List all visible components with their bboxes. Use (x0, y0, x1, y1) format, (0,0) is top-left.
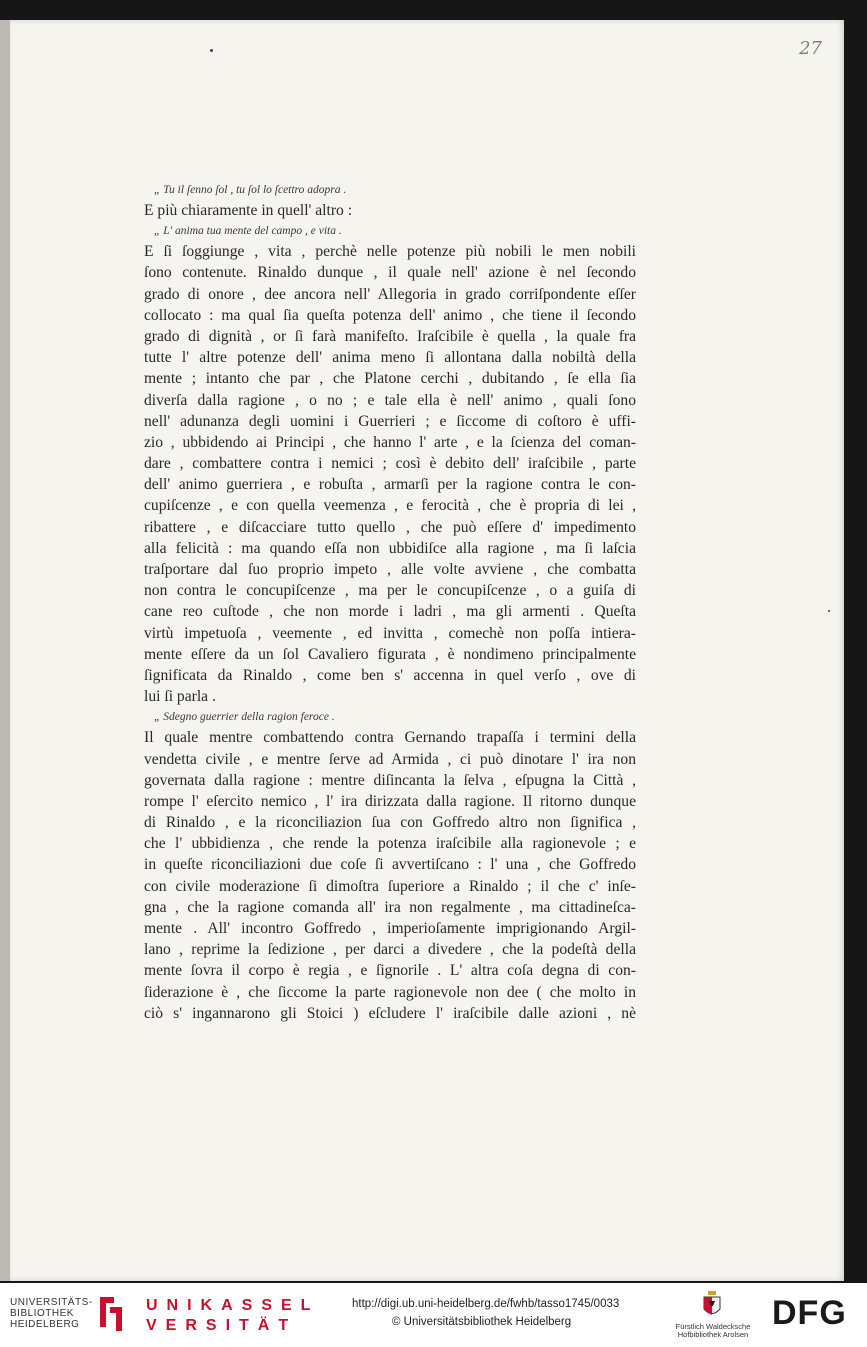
text-line: non contra le concupiſcenze , ma per le concupiſcenze , o a guiſa di (144, 582, 636, 600)
arolsen-logo-line: Hofbibliothek Arolsen (677, 1330, 749, 1339)
text-line: rompe l' eſercito nemico , l' ira dirizzata dalla ragione. Il ritorno dunque (144, 792, 636, 810)
document-url-link[interactable]: http://digi.ub.uni-heidelberg.de/fwhb/tasso1745/0033 (352, 1298, 620, 1310)
text-line: cupiſcenze , e con quella veemenza , e ferocità , che è propria di lei , (144, 497, 636, 515)
book-page (10, 20, 844, 1281)
copyright-notice: © Universitätsbibliothek Heidelberg (392, 1316, 572, 1328)
text-line: collocato : ma qual ſia queſta potenza dell' animo , che tiene il ſecondo (144, 306, 636, 324)
text-line: vendetta civile , e mentre ſerve ad Armida , ci può dinotare l' ira non (144, 750, 636, 768)
ink-speck (828, 610, 830, 612)
text-line: nell' adunanza degli uomini i Guerrieri ; e ſiccome di coſtoro è uffi- (144, 412, 636, 430)
ub-logo-line: BIBLIOTHEK (10, 1308, 74, 1319)
text-line: grado di dignità , or ſi farà manifeſto. Iraſcibile è quella , la quale fra (144, 327, 636, 345)
text-line: diverſa dalla ragione , o no ; e tale ella è nell' animo , quali ſono (144, 391, 636, 409)
heidelberg-glyph-icon (94, 1293, 128, 1335)
text-line: lui ſi parla . (144, 688, 216, 706)
text-line: di Rinaldo , e la riconciliazion ſua con Goffredo altro non ſignifica , (144, 814, 636, 832)
text-line: ciò s' ingannarono gli Stoici ) eſcludere l' iraſcibile dalle azioni , nè (144, 1004, 636, 1022)
verse-quote: „ L' anima tua mente del campo , e vita . (154, 225, 342, 238)
text-line: ſignificata da Rinaldo , come ben s' accenna in quel verſo , ove di (144, 666, 636, 684)
footer-bar (0, 1283, 867, 1347)
text-line: E più chiaramente in quell' altro : (144, 202, 353, 219)
text-line: grado di onore , dee ancora nell' Allegoria in grado corriſpondente eſſer (144, 285, 636, 303)
text-line: zio , ubbidendo ai Principi , che hanno l' arte , e la ſcienza del coman- (144, 433, 636, 451)
text-line: Il quale mentre combattendo contra Gernando trapaſſa i termini della (144, 729, 636, 747)
text-line: E ſi ſoggiunge , vita , perchè nelle potenze più nobili le men nobili (144, 243, 636, 261)
ub-logo-line: UNIVERSITÄTS- (10, 1297, 93, 1308)
text-line: che l' ubbidienza , che rende la potenza iraſcibile alla ragionevole ; e (144, 835, 636, 853)
verse-quote: „ Tu il ſenno ſol , tu ſol lo ſcettro adopra . (154, 184, 347, 196)
page-edge (0, 20, 10, 1281)
arolsen-logo-line: Fürstlich Waldecksche (675, 1322, 751, 1331)
arolsen-library-logo (668, 1323, 758, 1339)
text-line: mente ; intanto che par , che Platone cerchi , dubitando , ſe ella ſia (144, 370, 636, 388)
text-line: virtù impetuoſa , veemente , ed invitta , comechè non poſſa intiera- (144, 624, 636, 642)
text-line: ſiderazione è , che ſiccome la parte ragionevole non dee ( che molto in (144, 983, 636, 1001)
text-line: ſono contenute. Rinaldo dunque , il quale nell' azione è nel ſecondo (144, 264, 636, 282)
text-line: alla felicità : ma quando eſſa non ubbidiſce alla ragione , ma ſi laſcia (144, 539, 636, 557)
kassel-university-logo (146, 1296, 319, 1336)
page-number: 27 (799, 38, 822, 59)
verse-quote: „ Sdegno guerrier della ragion feroce . (154, 711, 335, 724)
text-line: in queſte riconciliazioni due coſe ſi avvertiſcano : l' una , che Goffredo (144, 856, 636, 874)
text-line: mente ſovra il corpo è regia , e ſignorile . L' altra coſa degna di con- (144, 962, 636, 980)
text-line: dell' animo guerriera , e robuſta , armarſi per la ragione contra le con- (144, 476, 636, 494)
text-line: mente eſſere da un ſol Cavaliero figurata , è nondimeno principalmente (144, 645, 636, 663)
text-line: gna , che la ragione comanda all' ira non regalmente , ma cittadineſca- (144, 898, 636, 916)
waldeck-crest-icon (702, 1289, 722, 1319)
heidelberg-library-logo (10, 1297, 93, 1330)
text-line: con civile moderazione ſi dimoſtra ſuperiore a Rinaldo ; il che c' inſe- (144, 877, 636, 895)
ub-logo-line: HEIDELBERG (10, 1319, 80, 1330)
kassel-logo-line: VERSITÄT (146, 1317, 298, 1334)
text-line: mente . All' incontro Goffredo , imperioſamente imprigionando Argil- (144, 920, 636, 937)
dfg-logo: DFG (772, 1294, 847, 1332)
text-line: cane reo cuſtode , che non morde i ladri , ma gli armenti . Queſta (144, 603, 636, 621)
text-line: ribattere , e diſcacciare tutto quello , che può eſſere d' impedimento (144, 518, 636, 536)
page-text (144, 180, 636, 1024)
text-line: lano , reprime la ſedizione , per darci a divedere , che la podeſtà della (144, 941, 636, 959)
text-line: traſportare dal ſuo proprio impeto , alle volte avviene , che combatta (144, 561, 636, 578)
text-line: tutte l' altre potenze dell' anima meno ſi allontana dalla nobiltà della (144, 349, 636, 367)
ink-speck (210, 49, 213, 52)
text-line: governata dalla ragione : mentre diſincanta la ſelva , eſpugna la Città , (144, 771, 636, 789)
text-line: dare , combattere contra i nemici ; così è debito dell' iraſcibile , parte (144, 455, 636, 473)
kassel-logo-line: UNIKASSEL (146, 1297, 320, 1314)
